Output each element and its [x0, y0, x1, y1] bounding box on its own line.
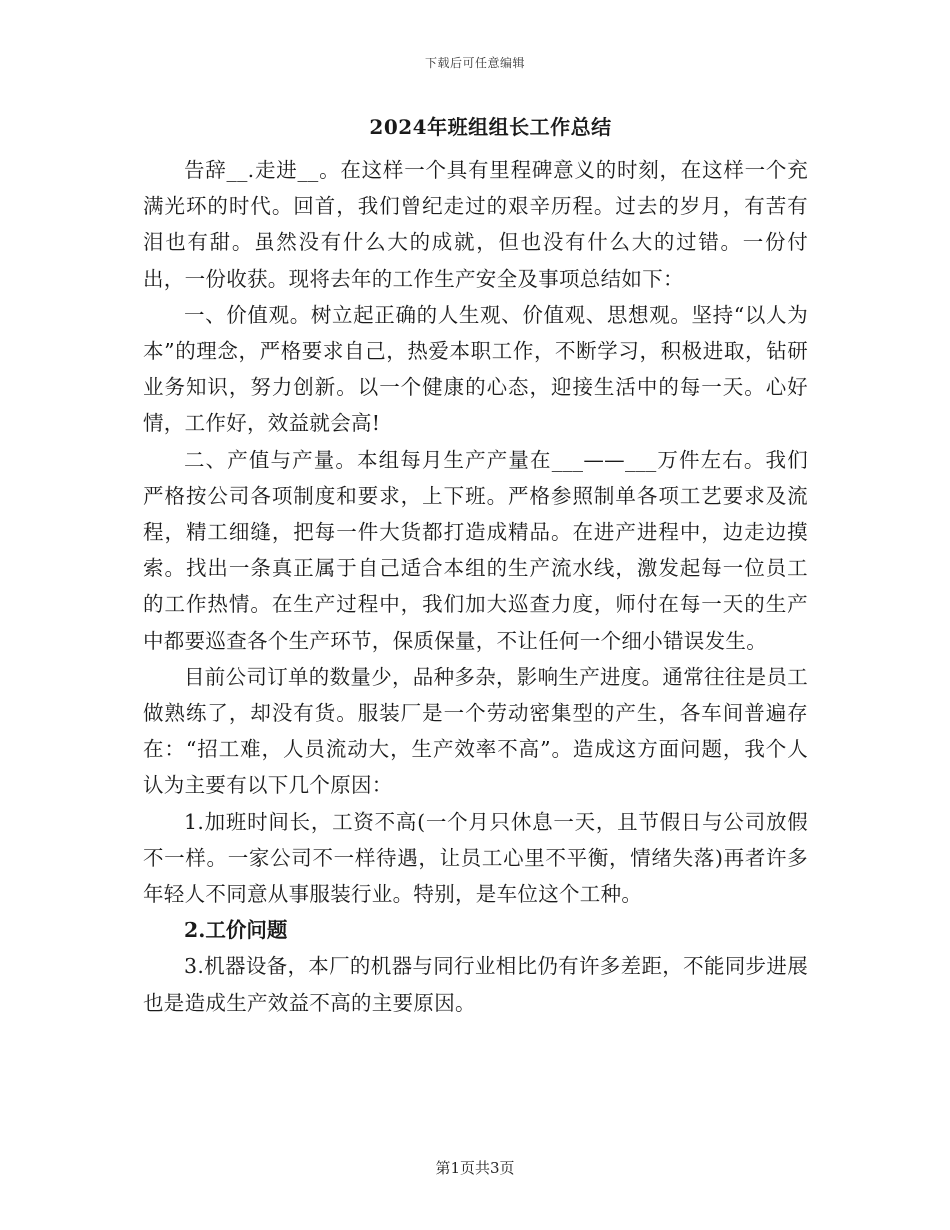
paragraph-values: 一、价值观。树立起正确的人生观、价值观、思想观。坚持“以人为本”的理念，严格要求自己，热爱本职工作，不断学习，积极进取，钻研业务知识，努力创新。以一个健康的心态，迎接生活中的每一天。心好情，工作好，效益就会高!: [143, 302, 808, 436]
document-body: [143, 108, 808, 1021]
section-heading-wage: 2.工价问题: [184, 918, 288, 943]
document-title: 2024年班组组长工作总结: [369, 115, 612, 139]
header-note: 下载后可任意编辑: [424, 56, 525, 70]
paragraph-reason-1: 1.加班时间长，工资不高(一个月只休息一天，且节假日与公司放假不一样。一家公司不一样待遇，让员工心里不平衡，情绪失落)再者许多年轻人不同意从事服装行业。特别，是车位这个工种。: [143, 809, 808, 907]
page-number: 第1页共3页: [435, 1159, 515, 1177]
paragraph-intro: 告辞__.走进__。在这样一个具有里程碑意义的时刻，在这样一个充满光环的时代。回首，我们曾纪走过的艰辛历程。过去的岁月，有苦有泪也有甜。虽然没有什么大的成就，但也没有什么大的过错。一份付出，一份收获。现将去年的工作生产安全及事项总结如下：: [143, 158, 808, 291]
paragraph-reason-3: 3.机器设备，本厂的机器与同行业相比仍有许多差距，不能同步进展也是造成生产效益不高的主要原因。: [143, 954, 808, 1015]
paragraph-output: 二、产值与产量。本组每月生产产量在___——___万件左右。我们严格按公司各项制度和要求，上下班。严格参照制单各项工艺要求及流程，精工细缝，把每一件大货都打造成精品。在进产进程中，边走边摸索。找出一条真正属于自己适合本组的生产流水线，激发起每一位员工的工作热情。在生产过程中，我们加大巡查力度，师付在每一天的生产中都要巡查各个生产环节，保质保量，不让任何一个细小错误发生。: [143, 447, 808, 653]
paragraph-orders: 目前公司订单的数量少，品种多杂，影响生产进度。通常往往是员工做熟练了，却没有货。服装厂是一个劳动密集型的产生，各车间普遍存在：“招工难，人员流动大，生产效率不高”。造成这方面问题，我个人认为主要有以下几个原因：: [143, 664, 808, 798]
